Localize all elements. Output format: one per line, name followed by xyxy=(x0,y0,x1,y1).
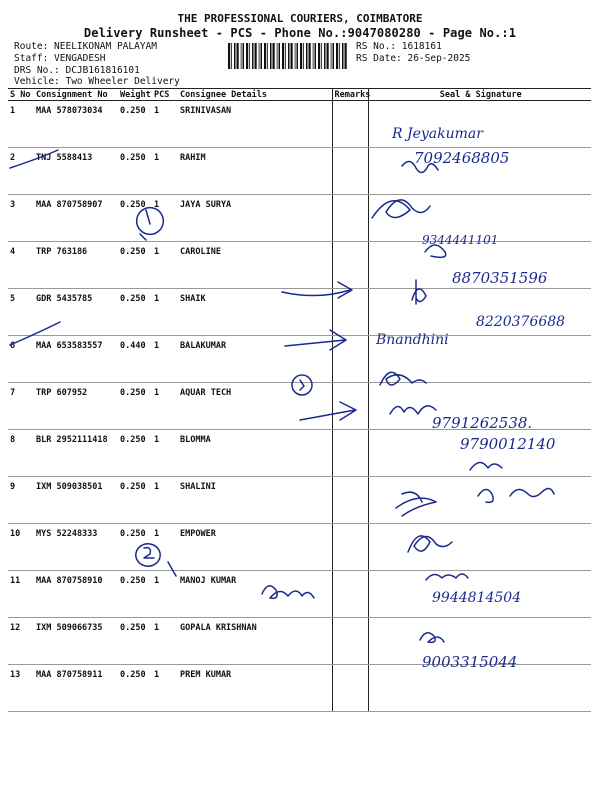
route-label: Route: NEELIKONAM PALAYAM xyxy=(14,41,157,52)
cell-signature xyxy=(368,524,591,571)
cell-signature xyxy=(368,665,591,712)
cell-consignment: GDR 5435785 xyxy=(34,289,118,336)
cell-weight: 0.250 xyxy=(118,289,152,336)
cell-weight: 0.250 xyxy=(118,618,152,665)
cell-weight: 0.250 xyxy=(118,383,152,430)
cell-consignee: MANOJ KUMAR xyxy=(178,571,332,618)
cell-remarks xyxy=(332,665,368,712)
runsheet-table xyxy=(8,88,591,712)
cell-remarks xyxy=(332,242,368,289)
cell-consignee: SHAIK xyxy=(178,289,332,336)
col-remarks: Remarks xyxy=(332,89,368,101)
handwritten-phone: 9790012140 xyxy=(460,435,556,453)
vehicle-label: Vehicle: Two Wheeler Delivery xyxy=(14,76,180,87)
col-consignee: Consignee Details xyxy=(178,89,332,101)
cell-consignment: IXM 509038501 xyxy=(34,477,118,524)
cell-sno: 13 xyxy=(8,665,34,712)
cell-consignee: BALAKUMAR xyxy=(178,336,332,383)
cell-signature xyxy=(368,101,591,148)
col-signature: Seal & Signature xyxy=(368,89,591,101)
drs-label: DRS No.: DCJB161816101 xyxy=(14,65,140,76)
handwritten-phone: 9003315044 xyxy=(422,653,518,671)
cell-consignment: BLR 2952111418 xyxy=(34,430,118,477)
table-row xyxy=(8,477,591,524)
col-sno: S No xyxy=(8,89,34,101)
cell-remarks xyxy=(332,430,368,477)
cell-pcs: 1 xyxy=(152,336,178,383)
cell-consignment: MAA 578073034 xyxy=(34,101,118,148)
cell-signature xyxy=(368,148,591,195)
cell-sno: 6 xyxy=(8,336,34,383)
cell-weight: 0.250 xyxy=(118,665,152,712)
table-row xyxy=(8,336,591,383)
cell-consignment: TRP 607952 xyxy=(34,383,118,430)
cell-weight: 0.250 xyxy=(118,430,152,477)
cell-sno: 8 xyxy=(8,430,34,477)
handwritten-phone: 8220376688 xyxy=(476,314,566,330)
cell-consignment: TNJ 5588413 xyxy=(34,148,118,195)
cell-consignee: RAHIM xyxy=(178,148,332,195)
handwritten-phone: 9944814504 xyxy=(432,590,522,606)
cell-remarks xyxy=(332,195,368,242)
cell-weight: 0.250 xyxy=(118,477,152,524)
cell-remarks xyxy=(332,477,368,524)
cell-weight: 0.250 xyxy=(118,195,152,242)
col-pcs: PCS xyxy=(152,89,178,101)
cell-pcs: 1 xyxy=(152,477,178,524)
cell-sno: 1 xyxy=(8,101,34,148)
cell-consignment: MYS 52248333 xyxy=(34,524,118,571)
table-row xyxy=(8,242,591,289)
cell-remarks xyxy=(332,618,368,665)
cell-pcs: 1 xyxy=(152,618,178,665)
cell-signature xyxy=(368,195,591,242)
cell-signature xyxy=(368,477,591,524)
cell-consignee: PREM KUMAR xyxy=(178,665,332,712)
cell-consignee: JAYA SURYA xyxy=(178,195,332,242)
table-row xyxy=(8,101,591,148)
cell-signature xyxy=(368,242,591,289)
cell-sno: 2 xyxy=(8,148,34,195)
cell-signature xyxy=(368,571,591,618)
cell-pcs: 1 xyxy=(152,148,178,195)
cell-consignment: MAA 870758907 xyxy=(34,195,118,242)
cell-pcs: 1 xyxy=(152,430,178,477)
handwritten-signature: R Jeyakumar xyxy=(392,126,483,142)
cell-remarks xyxy=(332,383,368,430)
handwritten-phone: 9344441101 xyxy=(422,233,499,247)
cell-signature xyxy=(368,336,591,383)
handwritten-signature: Bnandhini xyxy=(376,332,449,348)
cell-remarks xyxy=(332,148,368,195)
table-row xyxy=(8,430,591,477)
cell-pcs: 1 xyxy=(152,101,178,148)
table-row xyxy=(8,195,591,242)
col-weight: Weight xyxy=(120,89,151,100)
cell-consignment: MAA 870758910 xyxy=(34,571,118,618)
cell-weight: 0.250 xyxy=(118,101,152,148)
cell-pcs: 1 xyxy=(152,195,178,242)
handwritten-phone: 8870351596 xyxy=(452,269,548,287)
cell-weight: 0.250 xyxy=(118,242,152,289)
table-row xyxy=(8,618,591,665)
cell-weight: 0.250 xyxy=(118,524,152,571)
barcode-image xyxy=(228,43,350,69)
col-consignment: Consignment No xyxy=(34,89,118,101)
handwritten-phone: 7092468805 xyxy=(414,149,510,167)
cell-sno: 4 xyxy=(8,242,34,289)
cell-signature xyxy=(368,383,591,430)
cell-weight: 0.440 xyxy=(118,336,152,383)
staff-label: Staff: VENGADESH xyxy=(14,53,106,64)
cell-pcs: 1 xyxy=(152,665,178,712)
cell-pcs: 1 xyxy=(152,242,178,289)
cell-consignee: SRINIVASAN xyxy=(178,101,332,148)
cell-remarks xyxy=(332,524,368,571)
table-row xyxy=(8,665,591,712)
cell-sno: 7 xyxy=(8,383,34,430)
cell-remarks xyxy=(332,289,368,336)
cell-pcs: 1 xyxy=(152,524,178,571)
cell-weight: 0.250 xyxy=(118,148,152,195)
cell-signature xyxy=(368,289,591,336)
company-title: THE PROFESSIONAL COURIERS, COIMBATORE xyxy=(177,12,423,25)
cell-sno: 5 xyxy=(8,289,34,336)
table-row xyxy=(8,571,591,618)
cell-consignee: EMPOWER xyxy=(178,524,332,571)
cell-pcs: 1 xyxy=(152,383,178,430)
cell-sno: 3 xyxy=(8,195,34,242)
table-header-row xyxy=(8,89,591,101)
table-row xyxy=(8,524,591,571)
cell-weight: 0.250 xyxy=(118,571,152,618)
rs-date: RS Date: 26-Sep-2025 xyxy=(356,53,471,64)
cell-sno: 9 xyxy=(8,477,34,524)
cell-sno: 12 xyxy=(8,618,34,665)
cell-consignment: IXM 509066735 xyxy=(34,618,118,665)
cell-sno: 10 xyxy=(8,524,34,571)
cell-signature xyxy=(368,618,591,665)
cell-consignee: BLOMMA xyxy=(178,430,332,477)
cell-sno: 11 xyxy=(8,571,34,618)
cell-consignee: CAROLINE xyxy=(178,242,332,289)
table-row xyxy=(8,383,591,430)
cell-pcs: 1 xyxy=(152,289,178,336)
runsheet-subtitle: Delivery Runsheet - PCS - Phone No.:9047080280 - Page No.:1 xyxy=(83,26,517,40)
cell-remarks xyxy=(332,101,368,148)
handwritten-phone: 9791262538. xyxy=(432,414,533,432)
cell-pcs: 1 xyxy=(152,571,178,618)
cell-consignment: MAA 870758911 xyxy=(34,665,118,712)
cell-signature xyxy=(368,430,591,477)
table-row xyxy=(8,289,591,336)
cell-remarks xyxy=(332,571,368,618)
rs-number: RS No.: 1618161 xyxy=(356,41,442,52)
cell-remarks xyxy=(332,336,368,383)
table-row xyxy=(8,148,591,195)
cell-consignee: GOPALA KRISHNAN xyxy=(178,618,332,665)
cell-consignment: TRP 763186 xyxy=(34,242,118,289)
cell-consignee: SHALINI xyxy=(178,477,332,524)
cell-consignee: AQUAR TECH xyxy=(178,383,332,430)
cell-consignment: MAA 653583557 xyxy=(34,336,118,383)
